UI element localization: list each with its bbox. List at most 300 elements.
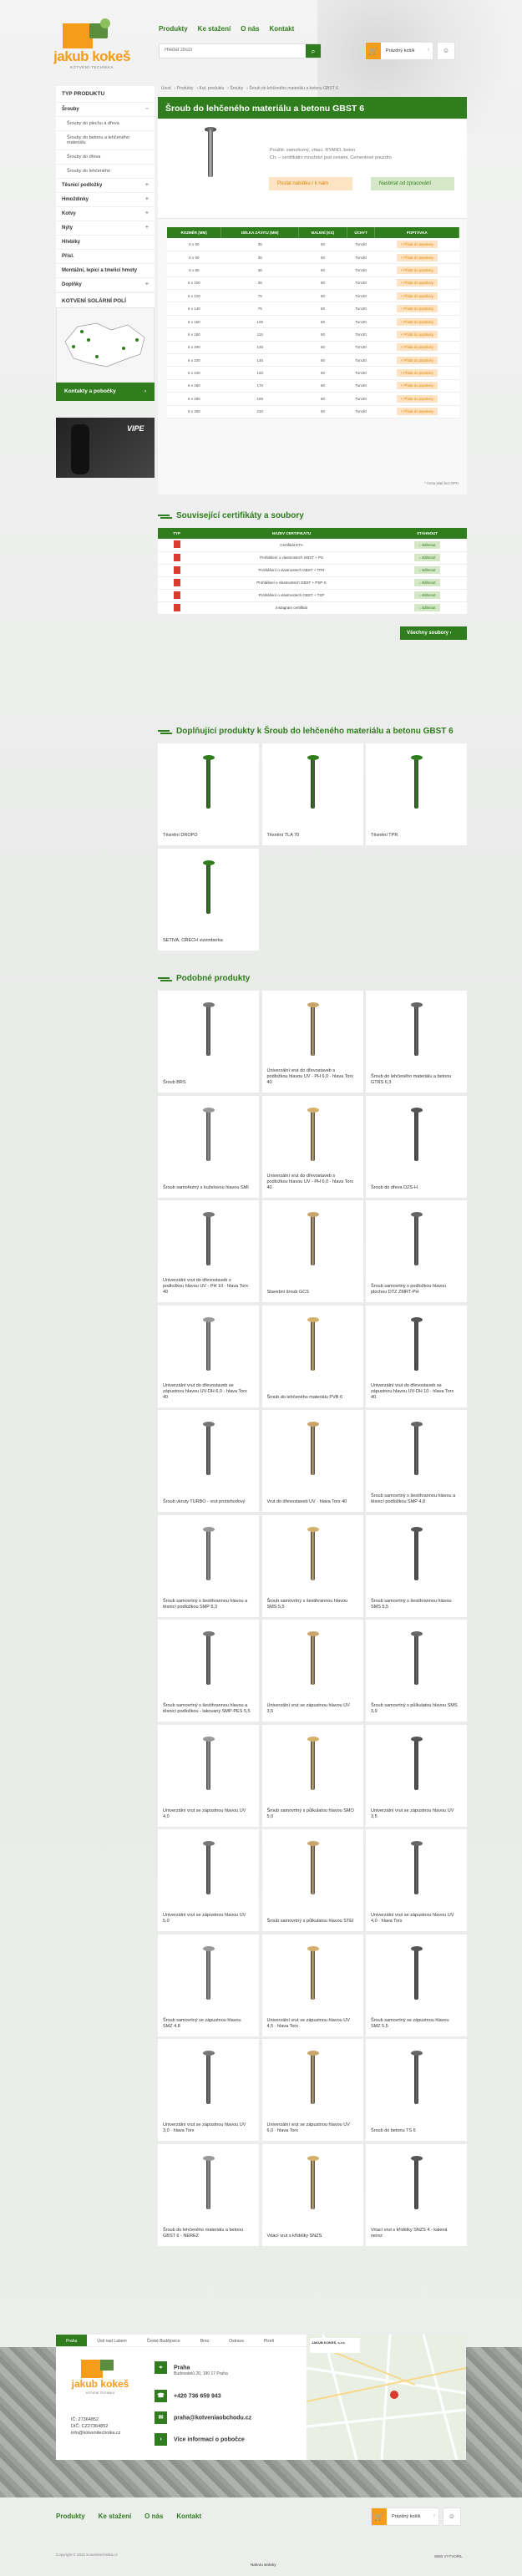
product-image[interactable] [311,1950,315,2000]
product-image[interactable] [414,1950,418,2000]
file-name[interactable]: Prohlášení o vlastnostech GBST + TSP [195,589,388,601]
product-image[interactable] [206,2054,210,2104]
product-name[interactable]: Univerzální vrut se zápustnou hlavou UV 4,5 · hlava Torx [266,2017,350,2029]
branch-address: Budovatelů 20, 190 17 Praha [174,2371,228,2376]
table-cell: 50 [299,290,347,302]
product-name[interactable]: Vrtací vrut s křídélky SNZS [266,2233,322,2239]
product-image[interactable] [311,2159,315,2209]
add-to-inquiry-button[interactable]: + Přidat do poptávky [397,318,438,326]
table-row [167,315,459,327]
product-name[interactable]: Vrtací vrut s křídélky SNZS 4 - kalená nerez [371,2227,448,2239]
product-card[interactable] [158,1306,259,1407]
logo-name: jakub kokeš [53,48,130,64]
product-image[interactable] [206,1844,210,1894]
column-header: DÉLKA ZÁVITU (MM) [221,227,299,238]
product-card[interactable] [158,1410,259,1512]
logo[interactable] [50,17,134,75]
product-image[interactable] [311,1111,315,1161]
sidebar-item[interactable] [56,207,155,221]
product-image[interactable] [206,1111,210,1161]
product-image-head [411,1317,423,1322]
breadcrumb-item[interactable]: Kat. produktu [199,86,225,91]
product-card[interactable] [262,1200,363,1302]
cart-icon: 🛒 [366,43,381,59]
table-cell: 6 x 80 [167,264,221,276]
product-card[interactable] [262,1725,363,1827]
add-to-inquiry-button[interactable]: + Přidat do poptávky [397,241,438,248]
product-image-head [203,1631,215,1636]
product-image-head [203,1946,215,1951]
product-name[interactable]: Těsnění TPR [371,833,398,838]
cart-button[interactable] [365,42,433,60]
file-download [388,576,467,589]
product-image[interactable] [206,2159,210,2209]
product-image[interactable] [414,1844,418,1894]
variants-section [158,219,467,494]
breadcrumb-item[interactable]: Šrouby [230,86,244,91]
product-card[interactable] [366,1829,467,1931]
product-name[interactable]: Těsnění TLA 70 [266,833,300,838]
similar-section [158,974,467,2246]
product-image[interactable] [414,1740,418,1790]
product-card[interactable] [366,1096,467,1198]
table-cell [375,405,459,418]
product-card[interactable] [262,1306,363,1407]
branch-map[interactable] [307,2335,466,2460]
branch-tab[interactable]: Plzeň [263,2339,275,2344]
branch-tab[interactable]: Ostrava [229,2339,244,2344]
sidebar-item-label: Šrouby [62,107,79,112]
product-image-head [307,1108,319,1113]
table-cell: 6 x 200 [167,341,221,353]
product-name[interactable]: Šroub samovrtný s šestihrannou hlavou SMS 5,5 [371,1598,452,1610]
product-image[interactable] [414,2054,418,2104]
product-card[interactable] [158,1725,259,1827]
add-to-inquiry-button[interactable]: + Přidat do poptávky [397,305,438,312]
product-image[interactable] [311,758,315,809]
sidebar-item-label: Šrouby do lehčeného [67,169,110,174]
product-card[interactable] [366,1935,467,2036]
column-header: ROZMĚR (MM) [167,227,221,238]
file-download [388,539,467,551]
nav-produkty[interactable]: Produkty [159,25,188,33]
product-card[interactable] [366,2144,467,2246]
file-row [158,589,467,601]
download-button[interactable]: ↓ stáhnout [414,554,441,561]
company-email[interactable]: info@kotvenitechnika.cz [71,2431,121,2436]
back-to-top[interactable]: Nahoru stránky [251,2563,276,2567]
cart-icon: 🛒 [372,2508,387,2525]
sidebar-item[interactable] [56,193,155,207]
product-card[interactable] [262,1515,363,1617]
product-image[interactable] [206,1215,210,1265]
nav-ke-stazeni[interactable]: Ke stažení [197,25,231,33]
product-image-head [411,2156,423,2161]
product-card[interactable] [158,2039,259,2141]
product-image-head [307,1737,319,1742]
product-name[interactable]: Šroub samovrtný s šestihrannou hlavou SMS 5,5 [266,1598,348,1610]
bottom-cart-button[interactable] [371,2508,439,2526]
files-title: Související certifikáty a soubory [158,511,467,528]
expand-icon[interactable]: + [144,281,149,287]
product-card[interactable] [262,991,363,1093]
table-cell: Torx30 [347,379,375,392]
ask-button[interactable]: Nasbírat od zpracování [371,177,454,190]
product-card[interactable] [158,1096,259,1198]
table-cell: 6 x 120 [167,290,221,302]
product-card[interactable] [366,2039,467,2141]
product-card[interactable] [158,743,259,845]
product-card[interactable] [366,1200,467,1302]
product-card[interactable] [158,1829,259,1931]
product-image-head [307,1422,319,1427]
product-card[interactable] [366,1410,467,1512]
file-name[interactable]: Instagram certifikát [195,601,388,614]
product-card[interactable] [262,743,363,845]
product-name[interactable]: Univerzální vrut se zápustnou hlavou UV 4,0 [163,1808,246,1819]
product-image-head [307,755,319,760]
product-image[interactable] [414,758,418,809]
product-image[interactable] [311,1215,315,1265]
table-cell: 6 x 100 [167,276,221,289]
product-image-head [411,1631,423,1636]
product-name[interactable]: Univerzální vrut se zápustnou hlavou UV 4,0 · hlava Torx [371,1913,454,1924]
product-image[interactable] [206,864,210,914]
product-name[interactable]: Šroub do betonu TS 6 [371,2128,416,2133]
product-image[interactable] [311,1530,315,1580]
breadcrumb-item[interactable]: Produkty [176,86,194,91]
contacts-button[interactable] [56,383,155,401]
file-name[interactable]: Prohlášení o vlastnostech GBST + PSP-S [195,576,388,589]
sidebar-item-label: Šrouby do dřeva [67,155,101,160]
add-to-inquiry-button[interactable]: + Přidat do poptávky [397,254,438,261]
promo-banner[interactable] [56,418,155,478]
branch-tab[interactable]: Praha [56,2335,87,2346]
expand-icon[interactable]: + [144,196,149,202]
product-image[interactable] [311,1844,315,1894]
product-card[interactable] [158,2144,259,2246]
product-name[interactable]: Univerzální vrut se zápustnou hlavou UV 3,0 · hlava Torx [163,2122,246,2133]
pdf-icon [174,579,180,586]
add-to-inquiry-button[interactable]: + Přidat do poptávky [397,395,438,403]
table-cell: Torx30 [347,341,375,353]
sidebar-item-label: Šrouby do plechu a dřeva [67,121,119,126]
made-by[interactable]: WEB VYTVOŘIL [434,2554,463,2558]
table-cell [375,315,459,327]
branch-city: ⌖ Praha Budovatelů 20, 190 17 Praha [155,2361,228,2376]
order-button[interactable]: Poslat nabídku / k nám [269,177,352,190]
sidebar-item[interactable] [56,250,155,264]
banner-product-image [71,424,89,474]
file-type [158,576,195,589]
branch-phone[interactable]: ☎ +420 736 659 943 [155,2390,221,2402]
product-name[interactable]: Šroub samovrtný se zápustnou hlavou SMZ 4,8 [163,2017,241,2029]
product-image-head [307,2156,319,2161]
user-icon[interactable]: ☺ [437,42,455,60]
sidebar-item[interactable] [56,165,155,179]
sidebar-item[interactable] [56,103,155,117]
product-name[interactable]: Univerzální vrut se zápustnou hlavou UV 6,0 · hlava Torx [266,2122,350,2133]
product-image-head [411,1527,423,1532]
table-cell: Torx30 [347,276,375,289]
sidebar-item[interactable] [56,236,155,250]
sidebar-item[interactable] [56,131,155,150]
bottom-nav-kontakt[interactable]: Kontakt [176,2513,202,2520]
product-image[interactable] [414,1111,418,1161]
breadcrumb-current: Šroub do lehčeného materiálu a betonu GBST 6 [249,86,338,91]
table-row [167,238,459,251]
file-name[interactable]: Prohlášení o vlastnostech GBST + TPR [195,564,388,576]
product-image[interactable] [414,1215,418,1265]
top-nav [159,25,294,33]
product-card[interactable] [158,1200,259,1302]
product-image[interactable] [206,758,210,809]
add-to-inquiry-button[interactable]: + Přidat do poptávky [397,266,438,274]
file-type [158,551,195,564]
product-name[interactable]: Univerzální vrut do dřevostaveb s podložkou hlavou UV - PH 6,0 · hlava Torx 40 [266,1173,354,1190]
sidebar-item[interactable] [56,179,155,193]
expand-icon[interactable]: + [144,210,149,216]
product-image[interactable] [206,1950,210,2000]
product-image[interactable] [208,130,213,177]
product-name[interactable]: Šroub do lehčeného materiálu PVB 6 [266,1394,343,1400]
product-image[interactable] [414,1530,418,1580]
product-name[interactable]: Šroub samovrtný s půlkulatou hlavou SMS 3,9 [371,1703,458,1714]
product-name[interactable]: Šroub do dřeva DZS-H [371,1184,418,1190]
nav-kontakt[interactable]: Kontakt [269,25,295,33]
product-name[interactable]: Univerzální vrut se zápustnou hlavou UV 3,5 [266,1703,350,1714]
branch-more-button[interactable]: › Více informací o pobočce [155,2433,245,2446]
sidebar-item-label: Hmoždinky [62,197,89,202]
table-cell: 6 x 50 [167,238,221,251]
download-button[interactable]: ↓ stáhnout [414,566,441,574]
add-to-inquiry-button[interactable]: + Přidat do poptávky [397,292,438,300]
product-card[interactable] [366,1725,467,1827]
product-name[interactable]: Univerzální vrut do dřevostaveb s podložkou hlavou UV - PH 6,0 · hlava Torx 40 [266,1068,354,1085]
sidebar-item[interactable] [56,278,155,292]
product-card[interactable] [262,1410,363,1512]
product-image[interactable] [311,1740,315,1790]
product-name[interactable]: SETIVA, OŘECH vizemberka [163,937,223,943]
sidebar-item-label: Hřebíky [62,240,81,245]
variants-table [167,227,459,418]
bottom-nav-ke-stazeni[interactable]: Ke stažení [98,2513,132,2520]
product-card[interactable] [366,1620,467,1722]
footer-logo-sub: KOTVENÍ·TECHNIKA [85,2391,115,2395]
product-image[interactable] [206,1425,210,1475]
nav-o-nas[interactable]: O nás [241,25,260,33]
company-info [71,2416,120,2437]
product-name[interactable]: Šroub samovrtný s šestihrannou hlavou a těsnicí podložkou SMP 6,3 [163,1598,248,1610]
expand-icon[interactable]: + [144,225,149,231]
product-image[interactable] [311,1635,315,1685]
map-label: JAKUB KOKEŠ, s.r.o. [312,2340,346,2345]
product-image[interactable] [414,2159,418,2209]
product-name[interactable]: Šroub samovrtný s šestihrannou hlavou a těsnicí podložkou - lakovaný SMP-PES 5,5 [163,1703,251,1714]
branch-map-svg [307,2335,466,2460]
bottom-nav [56,2513,466,2538]
product-card[interactable] [366,743,467,845]
sidebar-subtitle[interactable]: KOTVENÍ SOLÁRNÍ POLÍ [56,292,155,310]
add-to-inquiry-button[interactable]: + Přidat do poptávky [397,343,438,351]
product-image[interactable] [206,1530,210,1580]
product-image-head [203,1002,215,1007]
product-image[interactable] [311,1006,315,1056]
table-cell: 50 [299,276,347,289]
branch-email[interactable]: ✉ praha@kotveniaobchodu.cz [155,2411,251,2424]
product-image[interactable] [311,1321,315,1371]
product-image[interactable] [206,1006,210,1056]
table-row [167,341,459,353]
product-name[interactable]: Těsnění DROPO [163,833,198,838]
sidebar-item[interactable] [56,264,155,278]
product-image[interactable] [414,1321,418,1371]
branch-tab[interactable]: Ústí nad Labem [97,2339,127,2344]
product-name[interactable]: Šroub samovrtný s půlkulatou hlavou SMO 5,0 [266,1808,354,1819]
product-image[interactable] [414,1425,418,1475]
product-image-head [203,1527,215,1532]
czech-map[interactable] [56,307,155,383]
table-cell: Torx30 [347,251,375,263]
product-image[interactable] [206,1321,210,1371]
table-cell [375,367,459,379]
branch-tab[interactable]: Brno [200,2339,210,2344]
product-name[interactable]: Univerzální vrut do dřevostaveb se zápustnou hlavou UV-DH 10 · hlava Torx 40 [371,1382,454,1400]
download-button[interactable]: ↓ stáhnout [414,579,441,586]
search-icon[interactable]: ⌕ [306,44,321,58]
add-to-inquiry-button[interactable]: + Přidat do poptávky [397,382,438,389]
product-name[interactable]: Šroub do lehčeného materiálu a betonu GBST 6 - NEREZ [163,2227,244,2239]
table-row [167,393,459,405]
phone-icon: ☎ [155,2390,167,2402]
product-card[interactable] [158,849,259,951]
product-card[interactable] [262,2039,363,2141]
file-type [158,564,195,576]
add-to-inquiry-button[interactable]: + Přidat do poptávky [397,279,438,287]
expand-icon[interactable]: + [144,182,149,188]
bottom-nav-produkty[interactable]: Produkty [56,2513,85,2520]
file-row [158,539,467,551]
table-cell: 160 [221,367,299,379]
table-row [167,276,459,289]
sidebar-item-label: Přísl. [62,254,74,259]
chevron-right-icon: › [144,388,146,394]
table-row [167,302,459,315]
product-card[interactable] [262,2144,363,2246]
sidebar-item[interactable] [56,221,155,236]
add-to-inquiry-button[interactable]: + Přidat do poptávky [397,331,438,338]
table-cell [375,379,459,392]
search-input[interactable] [160,44,302,56]
download-button[interactable]: ↓ stáhnout [414,604,441,611]
product-name[interactable]: Šroub samovrtný s půlkulatou hlavou STEI [266,1919,354,1924]
add-to-inquiry-button[interactable]: + Přidat do poptávky [397,408,438,415]
table-cell: 50 [299,238,347,251]
file-row [158,551,467,564]
table-row [167,328,459,341]
product-name[interactable]: Univerzální vrut do dřevostaveb s podložkou hlavou UV - PH 10 · hlava Torx 40 [163,1278,249,1295]
product-card[interactable] [366,1306,467,1407]
product-image-head [411,1108,423,1113]
product-card[interactable] [158,1515,259,1617]
product-name[interactable]: Šroub vkruty TURBO - vrut protishodový [163,1499,246,1504]
product-card[interactable] [262,1620,363,1722]
product-card[interactable] [262,1096,363,1198]
product-card[interactable] [262,1935,363,2036]
bottom-nav-o-nas[interactable]: O nás [144,2513,164,2520]
breadcrumb-item[interactable]: Úvod [161,86,171,91]
product-card[interactable] [366,991,467,1093]
download-button[interactable]: ↓ stáhnout [414,541,441,549]
product-card[interactable] [366,1515,467,1617]
breadcrumb: Úvod › Produkty › Kat. produktu › Šrouby › Šroub do lehčeného materiálu a betonu GBST 6 [161,86,338,91]
product-card[interactable] [158,1935,259,2036]
product-image[interactable] [311,1425,315,1475]
product-name[interactable]: Šroub BRS [163,1080,186,1085]
header [50,17,472,84]
add-to-inquiry-button[interactable]: + Přidat do poptávky [397,357,438,364]
file-name[interactable]: Certifikát ETA [195,539,388,551]
sidebar-item[interactable] [56,117,155,131]
table-cell [375,354,459,367]
sidebar-item[interactable] [56,150,155,165]
product-name[interactable]: Šroub do lehčeného materiálu a betonu GTRS 6,3 [371,1074,452,1085]
expand-icon[interactable]: – [145,106,149,112]
product-name[interactable]: Stavební šroub GCS [266,1290,309,1295]
product-image[interactable] [414,1006,418,1056]
sidebar [56,86,155,310]
product-name[interactable]: Univerzální vrut se zápustnou hlavou UV 5,0 [163,1913,246,1924]
related-title: Doplňující produkty k Šroub do lehčeného materiálu a betonu GBST 6 [158,727,467,743]
table-cell: Torx30 [347,328,375,341]
table-row [167,264,459,276]
cart-label: Prázdný košík [392,2514,421,2519]
user-icon[interactable]: ☺ [443,2508,461,2526]
product-image-head [307,1212,319,1217]
product-image[interactable] [414,1635,418,1685]
table-row [167,405,459,418]
table-cell: 50 [299,264,347,276]
file-type [158,589,195,601]
product-name[interactable]: Vrut do dřevostaveb UV · hlava Torx 40 [266,1499,347,1504]
branch-tab[interactable]: České Budějovice [146,2339,180,2344]
product-image[interactable] [206,1740,210,1790]
all-files-button[interactable]: Všechny soubory › [400,626,467,640]
table-cell: 6 x 260 [167,379,221,392]
product-name[interactable]: Šroub samovrtný s šestihrannou hlavou a těsnicí podložkou SMP 4,8 [371,1493,456,1504]
file-name[interactable]: Prohlášení o vlastnostech GBST + PS [195,551,388,564]
product-card[interactable] [158,991,259,1093]
product-card[interactable] [262,1829,363,1931]
footer-logo [71,2360,129,2401]
product-image[interactable] [206,1635,210,1685]
table-cell: 75 [221,302,299,315]
download-button[interactable]: ↓ stáhnout [414,591,441,599]
product-card[interactable] [158,1620,259,1722]
product-image[interactable] [311,2054,315,2104]
product-name[interactable]: Univerzální vrut do dřevostaveb se zápustnou hlavou UV-DH 6,0 · hlava Torx 40 [163,1382,247,1400]
files-table [158,528,467,615]
product-name[interactable]: Šroub samovrtný s podložkou hlavou plochou DTZ ZMRT-PH [371,1284,447,1295]
product-image-head [307,1317,319,1322]
product-image-head [411,2051,423,2056]
product-name[interactable]: Univerzální vrut se zápustnou hlavou UV 3,5 [371,1808,454,1819]
add-to-inquiry-button[interactable]: + Přidat do poptávky [397,369,438,377]
all-files-label: Všechny soubory [407,630,449,636]
product-name[interactable]: Šroub samořezný s kuželovou hlavou SMI [163,1184,249,1190]
product-name[interactable]: Šroub samovrtný se zápustnou hlavou SMZ 5,5 [371,2017,449,2029]
banner-brand: VIPE [127,424,144,433]
